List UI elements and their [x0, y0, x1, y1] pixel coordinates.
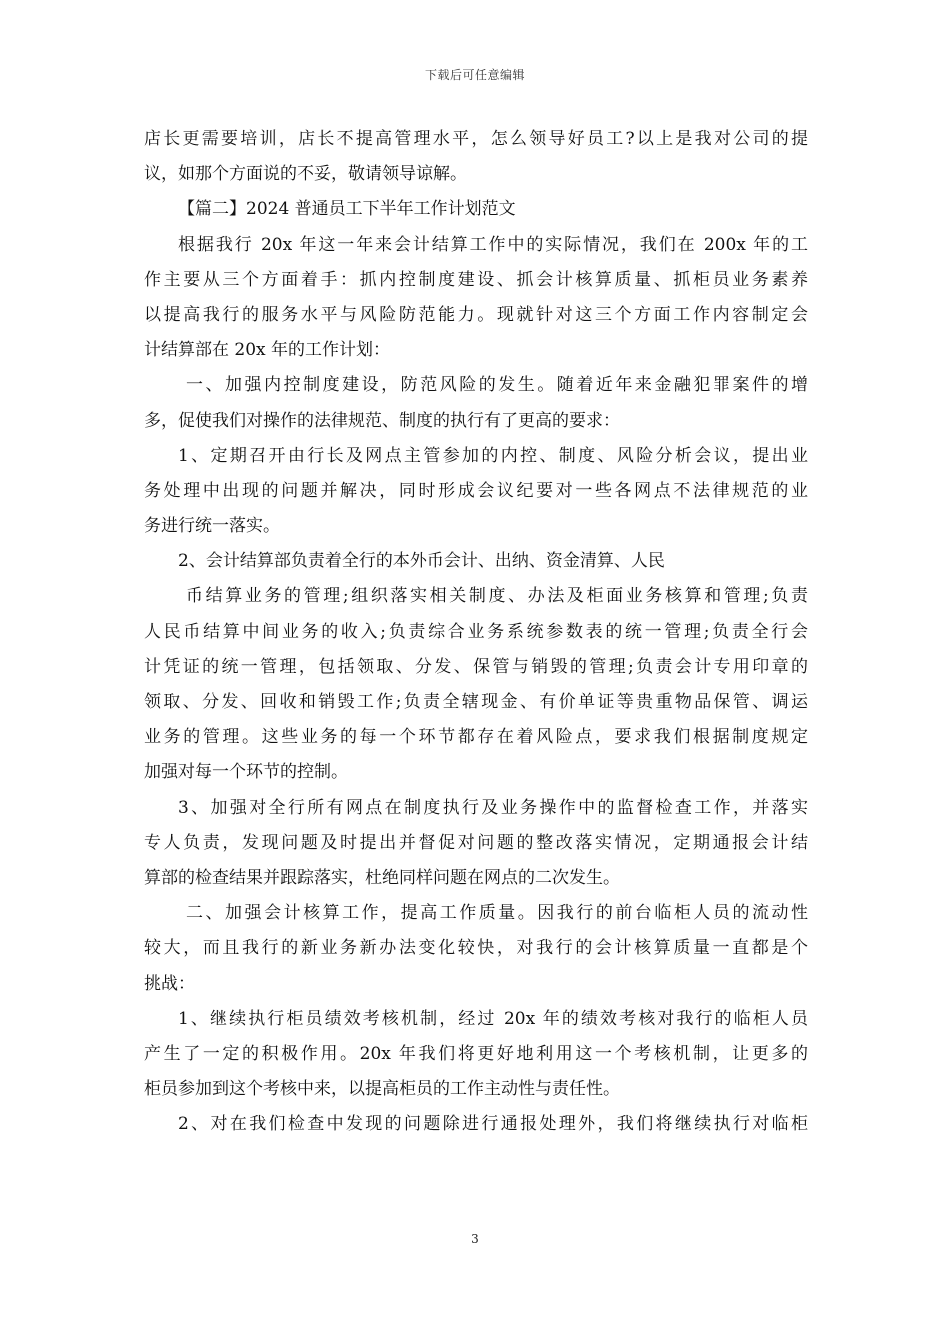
- text-line: 1、定期召开由行长及网点主管参加的内控、制度、风险分析会议，提出业: [178, 445, 808, 466]
- text-line: 计凭证的统一管理，包括领取、分发、保管与销毁的管理;负责会计专用印章的: [144, 656, 808, 677]
- text-line: 加强对每一个环节的控制。: [144, 762, 348, 783]
- text-line: 挑战：: [144, 973, 195, 994]
- text-line: 币结算业务的管理;组织落实相关制度、办法及柜面业务核算和管理;负责: [186, 586, 808, 607]
- text-line: 多，促使我们对操作的法律规范、制度的执行有了更高的要求：: [144, 410, 620, 431]
- text-line: 以提高我行的服务水平与风险防范能力。现就针对这三个方面工作内容制定会: [144, 304, 808, 325]
- text-line: 2、对在我们检查中发现的问题除进行通报处理外，我们将继续执行对临柜: [178, 1114, 808, 1135]
- page-number: 3: [471, 1232, 479, 1246]
- text-line: 算部的检查结果并跟踪落实，杜绝同样问题在网点的二次发生。: [144, 867, 620, 888]
- text-line: 较大，而且我行的新业务新办法变化较快，对我行的会计核算质量一直都是个: [144, 938, 808, 959]
- text-line: 专人负责，发现问题及时提出并督促对问题的整改落实情况，定期通报会计结: [144, 832, 808, 853]
- text-line: 作主要从三个方面着手：抓内控制度建设、抓会计核算质量、抓柜员业务素养: [144, 269, 808, 290]
- text-line: 2、会计结算部负责着全行的本外币会计、出纳、资金清算、人民: [178, 551, 665, 572]
- text-line: 3、加强对全行所有网点在制度执行及业务操作中的监督检查工作，并落实: [178, 797, 808, 818]
- section-heading: 【篇二】2024 普通员工下半年工作计划范文: [178, 199, 516, 220]
- text-line: 人民币结算中间业务的收入;负责综合业务系统参数表的统一管理;负责全行会: [144, 621, 808, 642]
- document-body: [144, 122, 808, 1142]
- text-line: 计结算部在 20x 年的工作计划：: [144, 340, 391, 361]
- text-line: 产生了一定的积极作用。20x 年我们将更好地利用这一个考核机制，让更多的: [144, 1043, 808, 1064]
- text-line: 柜员参加到这个考核中来，以提高柜员的工作主动性与责任性。: [144, 1079, 620, 1100]
- text-line: 店长更需要培训，店长不提高管理水平，怎么领导好员工?以上是我对公司的提: [144, 129, 808, 149]
- text-line: 务处理中出现的问题并解决，同时形成会议纪要对一些各网点不法律规范的业: [144, 480, 808, 501]
- text-line: 1、继续执行柜员绩效考核机制，经过 20x 年的绩效考核对我行的临柜人员: [178, 1008, 808, 1029]
- text-line: 议，如那个方面说的不妥，敬请领导谅解。: [144, 164, 467, 185]
- text-line: 二、加强会计核算工作，提高工作质量。因我行的前台临柜人员的流动性: [186, 903, 808, 924]
- text-line: 根据我行 20x 年这一年来会计结算工作中的实际情况，我们在 200x 年的工: [178, 234, 808, 255]
- text-line: 领取、分发、回收和销毁工作;负责全辖现金、有价单证等贵重物品保管、调运: [144, 692, 808, 712]
- page-header: 下载后可任意编辑: [424, 68, 525, 82]
- text-line: 务进行统一落实。: [144, 516, 280, 537]
- text-line: 业务的管理。这些业务的每一个环节都存在着风险点，要求我们根据制度规定: [144, 727, 808, 748]
- text-line: 一、加强内控制度建设，防范风险的发生。随着近年来金融犯罪案件的增: [186, 375, 808, 396]
